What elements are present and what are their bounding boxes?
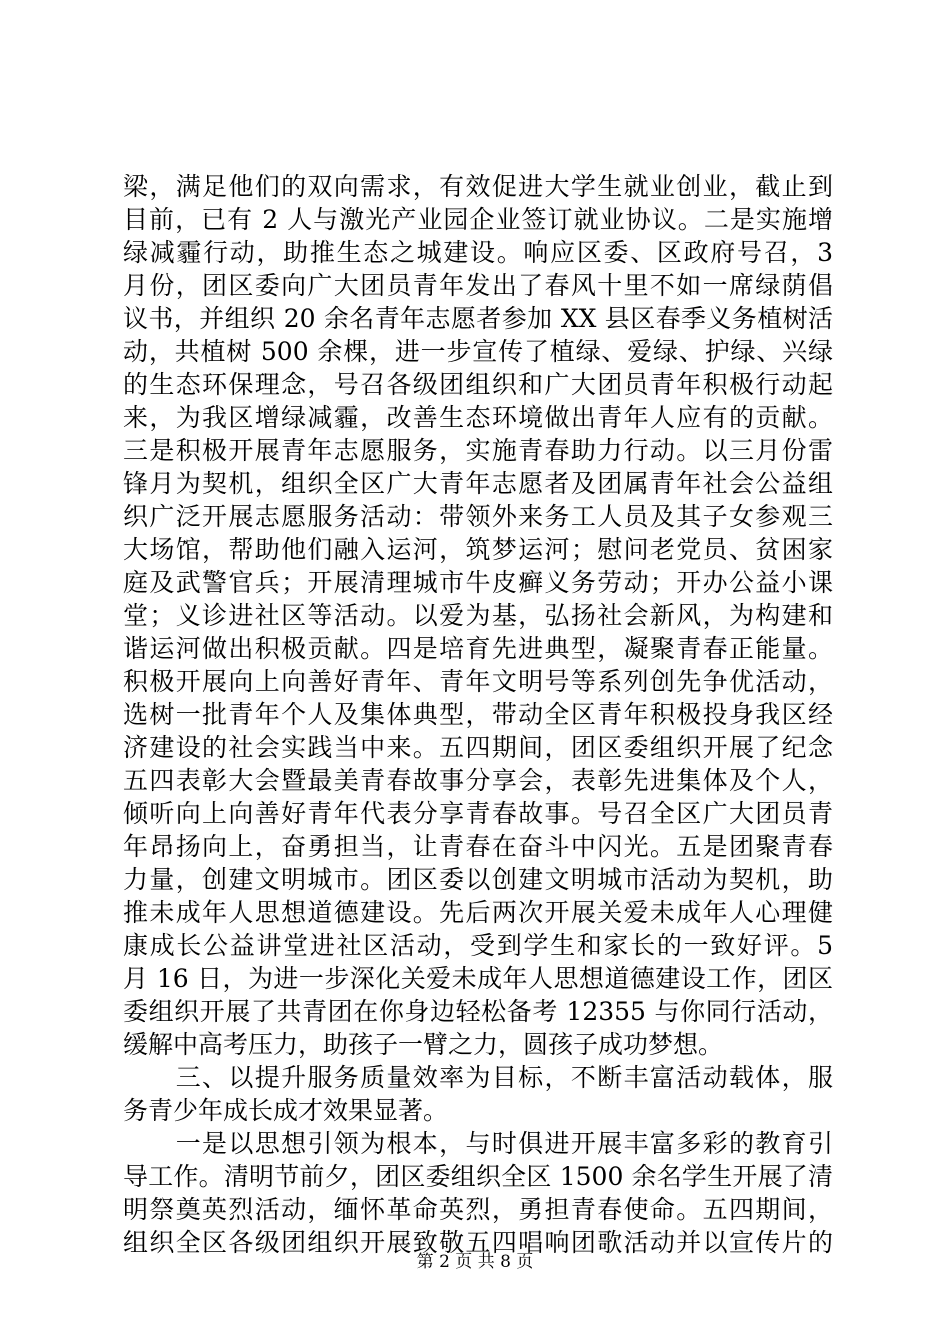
text-line: 组织全区各级团组织开展致敬五四唱响团歌活动并以宣传片的 <box>123 1228 833 1257</box>
text-line: 动，共植树 500 余棵，进一步宣传了植绿、爱绿、护绿、兴绿 <box>123 337 833 366</box>
document-body <box>123 170 833 1259</box>
text-line: 议书，并组织 20 余名青年志愿者参加 XX 县区春季义务植树活 <box>123 304 833 333</box>
text-line: 年昂扬向上，奋勇担当，让青春在奋斗中闪光。五是团聚青春 <box>123 832 833 861</box>
text-line: 委组织开展了共青团在你身边轻松备考 12355 与你同行活动， <box>123 997 833 1026</box>
text-line: 大场馆，帮助他们融入运河，筑梦运河；慰问老党员、贫困家 <box>123 535 833 564</box>
text-line: 来，为我区增绿减霾，改善生态环境做出青年人应有的贡献。 <box>123 403 833 432</box>
text-line: 锋月为契机，组织全区广大青年志愿者及团属青年社会公益组 <box>123 469 833 498</box>
text-line: 倾听向上向善好青年代表分享青春故事。号召全区广大团员青 <box>123 799 833 828</box>
text-line: 力量，创建文明城市。团区委以创建文明城市活动为契机，助 <box>123 865 833 894</box>
text-line: 绿减霾行动，助推生态之城建设。响应区委、区政府号召，3 <box>123 238 833 267</box>
text-line: 导工作。清明节前夕，团区委组织全区 1500 余名学生开展了清 <box>123 1162 833 1191</box>
text-line: 的生态环保理念，号召各级团组织和广大团员青年积极行动起 <box>123 370 833 399</box>
text-line: 明祭奠英烈活动，缅怀革命英烈，勇担青春使命。五四期间， <box>123 1195 833 1224</box>
text-line: 积极开展向上向善好青年、青年文明号等系列创先争优活动， <box>123 667 833 696</box>
text-line: 谐运河做出积极贡献。四是培育先进典型，凝聚青春正能量。 <box>123 634 833 663</box>
text-line: 织广泛开展志愿服务活动：带领外来务工人员及其子女参观三 <box>123 502 833 531</box>
text-line: 三是积极开展青年志愿服务，实施青春助力行动。以三月份雷 <box>123 436 833 465</box>
text-line: 三、以提升服务质量效率为目标，不断丰富活动载体，服 <box>123 1063 833 1092</box>
text-line: 务青少年成长成才效果显著。 <box>123 1096 449 1125</box>
text-line: 五四表彰大会暨最美青春故事分享会，表彰先进集体及个人， <box>123 766 833 795</box>
text-line: 缓解中高考压力，助孩子一臂之力，圆孩子成功梦想。 <box>123 1030 724 1059</box>
text-line: 目前，已有 2 人与激光产业园企业签订就业协议。二是实施增 <box>123 205 833 234</box>
text-line: 推未成年人思想道德建设。先后两次开展关爱未成年人心理健 <box>123 898 833 927</box>
text-line: 一是以思想引领为根本，与时俱进开展丰富多彩的教育引 <box>123 1129 833 1158</box>
text-line: 济建设的社会实践当中来。五四期间，团区委组织开展了纪念 <box>123 733 833 762</box>
text-line: 月份，团区委向广大团员青年发出了春风十里不如一席绿荫倡 <box>123 271 833 300</box>
text-line: 堂；义诊进社区等活动。以爱为基，弘扬社会新风，为构建和 <box>123 601 833 630</box>
text-line: 梁，满足他们的双向需求，有效促进大学生就业创业，截止到 <box>123 172 833 201</box>
text-line: 月 16 日，为进一步深化关爱未成年人思想道德建设工作，团区 <box>123 964 833 993</box>
page-footer: 第 2 页 共 8 页 <box>416 1252 534 1272</box>
text-line: 康成长公益讲堂进社区活动，受到学生和家长的一致好评。5 <box>123 931 833 960</box>
text-line: 庭及武警官兵；开展清理城市牛皮癣义务劳动；开办公益小课 <box>123 568 833 597</box>
text-line: 选树一批青年个人及集体典型，带动全区青年积极投身我区经 <box>123 700 833 729</box>
